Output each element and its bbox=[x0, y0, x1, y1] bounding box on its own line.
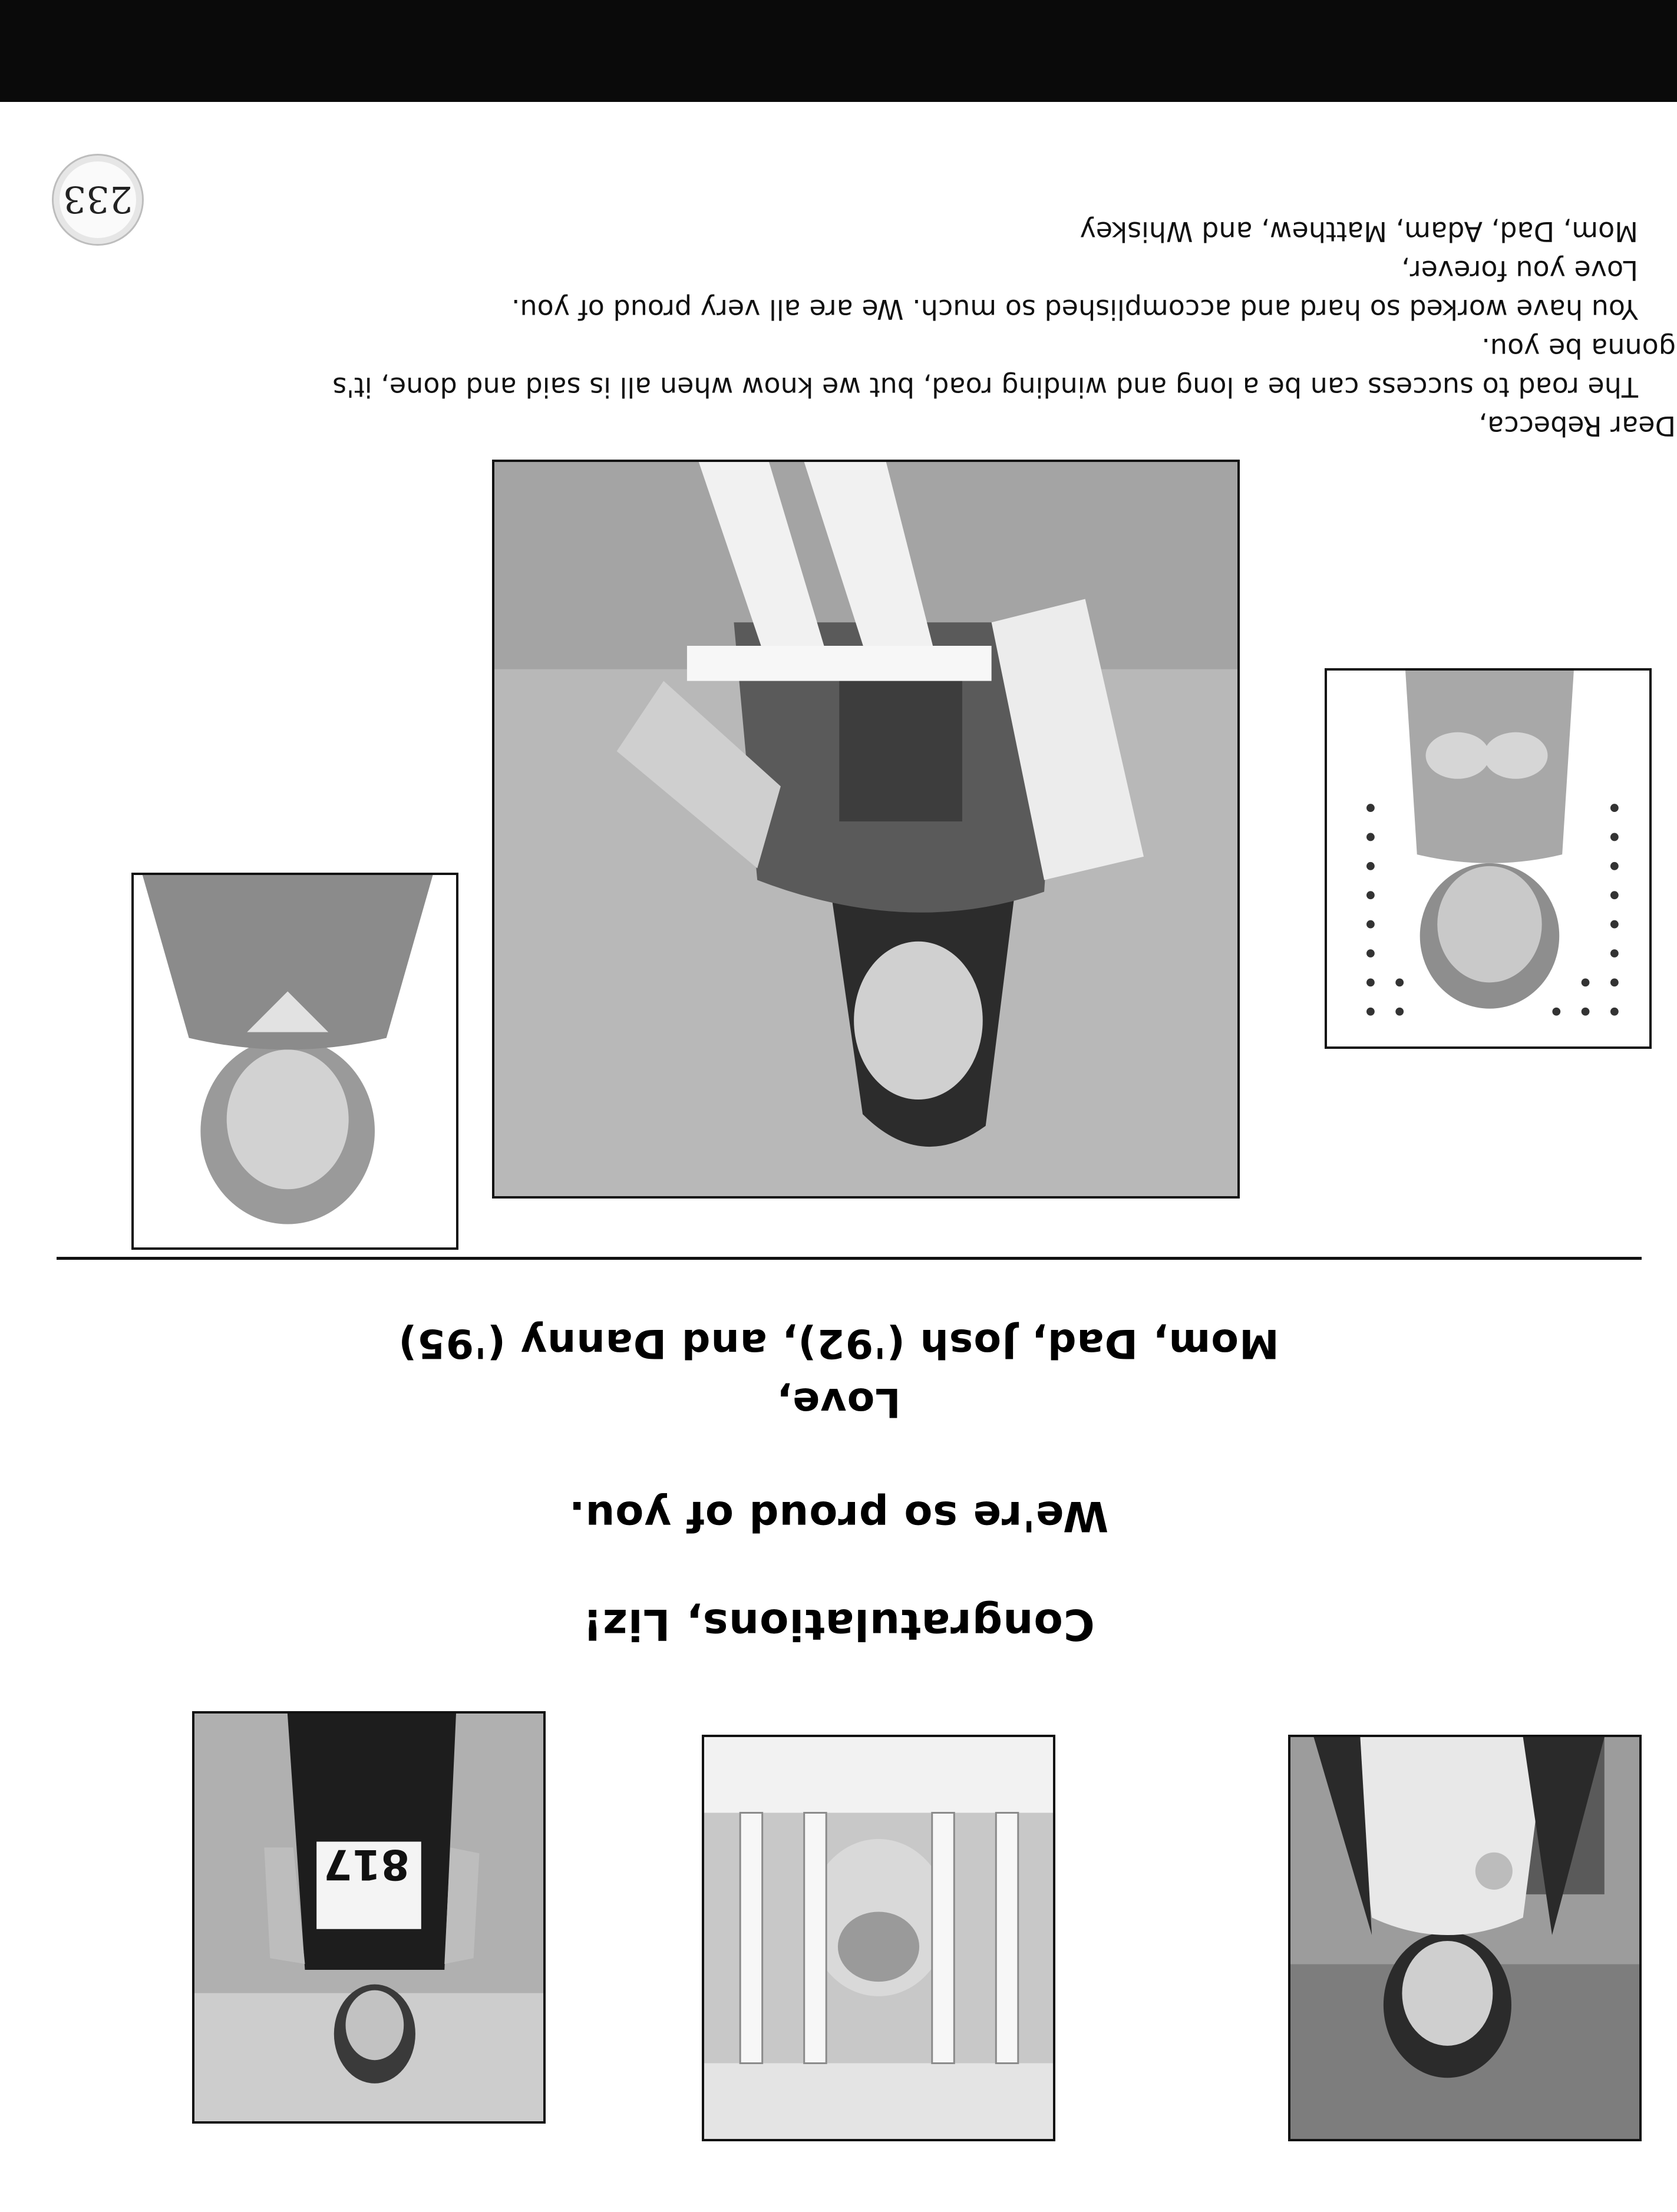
signature-family: Mom, Dad, Josh ('92), and Danny ('95) bbox=[398, 1320, 1279, 1366]
photo-rebecca-portrait bbox=[492, 460, 1240, 1199]
letter-greeting: Dear Rebecca, bbox=[1478, 410, 1676, 442]
letter-signature: Mom, Dad, Adam, Matthew, and Whiskey bbox=[1080, 216, 1638, 247]
page-number: 233 bbox=[62, 178, 133, 222]
scan-edge-bar bbox=[0, 0, 1677, 102]
subline-proud: We're so proud of you. bbox=[568, 1492, 1109, 1540]
photo-rebecca-young bbox=[131, 873, 458, 1250]
photo-liz-toddler bbox=[1288, 1735, 1642, 2141]
letter-line: Love you forever, bbox=[1401, 255, 1638, 286]
photo-liz-crib bbox=[702, 1735, 1055, 2141]
letter-line: gonna be you. bbox=[1481, 332, 1676, 364]
photo-rebecca-child bbox=[1325, 668, 1652, 1049]
letter-line: You have worked so hard and accomplished so much. We are all very proud of you. bbox=[511, 293, 1638, 325]
letter-to-rebecca bbox=[85, 212, 1676, 445]
page-number-badge bbox=[52, 154, 144, 246]
closing-love: Love, bbox=[776, 1379, 901, 1425]
race-bib: 817 bbox=[323, 1840, 410, 1889]
photo-liz-runner bbox=[192, 1711, 546, 2124]
letter-line: The road to success can be a long and winding road, but we know when all is said and done, it's bbox=[332, 371, 1638, 403]
headline-congratulations: Congratulations, Liz! bbox=[582, 1600, 1095, 1649]
section-divider bbox=[57, 1257, 1642, 1260]
